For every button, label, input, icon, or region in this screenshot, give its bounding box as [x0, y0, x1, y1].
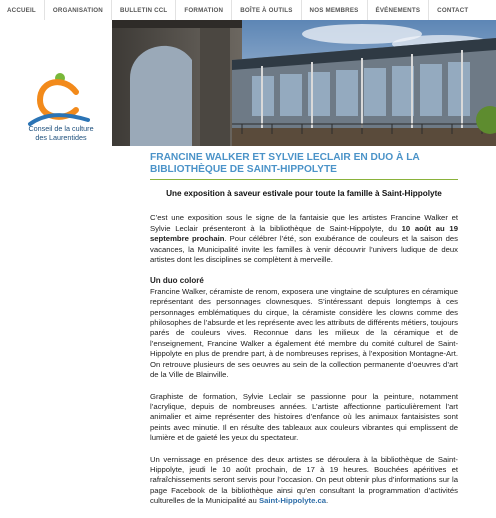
top-navigation — [0, 0, 496, 20]
section-heading: Un duo coloré — [150, 276, 204, 286]
nav-formation[interactable]: FORMATION — [175, 0, 231, 20]
paragraph-vernissage-text: Un vernissage en présence des deux artistes se déroulera à la bibliothèque de Saint-Hippolyte, jeudi le 10 août prochain, de 17 à 19 heures. Bouchées apéritives et rafraîchissements seront servis pour l’occasion. On peut obtenir plus d’informations sur la page Facebook de la bibliothèque ainsi qu’en consultant la programmation d’activités culturelles de la Municipalité au — [150, 454, 458, 506]
nav-boite-a-outils[interactable]: BOÎTE À OUTILS — [231, 0, 300, 20]
paragraph-francine-walker: Francine Walker, céramiste de renom, exposera une vingtaine de sculptures en céramique représentant des personnages clownesques. S’intéressant depuis longtemps à ces personnages emblématiques du cirque, la céramiste considère les clowns comme des philosophes de l’absurde et les représente avec les attributs de différents métiers, toujours parés de couleurs vives. Reconnue dans les milieux de la céramique et de l’enseignement, Francine Walker a également été membre du comité culturel de Saint-Hippolyte en plus de prendre part, à de nombreuses reprises, à l’exposition Montagne-Art. On retrouve plusieurs de ses oeuvres au sein de la collection permanente d’oeuvres d’art de la Ville de Blainville. — [150, 286, 458, 380]
logo-line-1: Conseil de la culture — [28, 124, 94, 133]
paragraph-intro — [150, 213, 458, 265]
article-subtitle: Une exposition à saveur estivale pour toute la famille à Saint-Hippolyte — [166, 189, 442, 198]
paragraph-intro-start: C’est une exposition sous le signe de la fantaisie que les artistes Francine Walker et Sylvie Leclair présenteront à la bibliothèque de Saint-Hippolyte, du — [150, 213, 458, 233]
hero-image — [112, 20, 496, 146]
nav-organisation[interactable]: ORGANISATION — [44, 0, 111, 20]
exhibition-dates: 10 août au 19 septembre prochain — [150, 223, 458, 244]
nav-bulletin-ccl[interactable]: BULLETIN CCL — [111, 0, 175, 20]
nav-nos-membres[interactable]: NOS MEMBRES — [301, 0, 367, 20]
article — [150, 152, 458, 518]
nav-evenements[interactable]: ÉVÉNEMENTS — [367, 0, 429, 20]
sidebar — [0, 20, 112, 500]
nav-contact[interactable]: CONTACT — [428, 0, 476, 20]
paragraph-sylvie-leclair: Graphiste de formation, Sylvie Leclair se passionne pour la peinture, notamment l’acrylique, depuis de nombreuses années. L’artiste affectionne particulièrement l’art animalier et aime représenter des histoires d’enfance où les animaux fantaisistes sont peints avec minutie. Il en résulte des tableaux aux couleurs vibrantes qui emplissent de lumière et de gaieté les yeux du spectateur. — [150, 391, 458, 443]
article-title: FRANCINE WALKER ET SYLVIE LECLAIR EN DUO À LA BIBLIOTHÈQUE DE SAINT-HIPPOLYTE — [150, 152, 458, 180]
saint-hippolyte-link[interactable]: Saint-Hippolyte.ca — [258, 496, 327, 506]
logo-text — [14, 124, 108, 142]
paragraph-intro-end: . Pour célébrer l’été, son exubérance de couleurs et la saison des vacances, la Municipalité invite les familles à venir découvrir l’univers ludique de deux artistes dont les disciplines se complètent à merveille. — [150, 234, 458, 265]
nav-accueil[interactable]: ACCUEIL — [7, 7, 36, 14]
paragraph-vernissage — [150, 455, 458, 507]
logo-line-2: des Laurentides — [35, 133, 87, 142]
paragraph-vernissage-end: . — [326, 496, 329, 506]
